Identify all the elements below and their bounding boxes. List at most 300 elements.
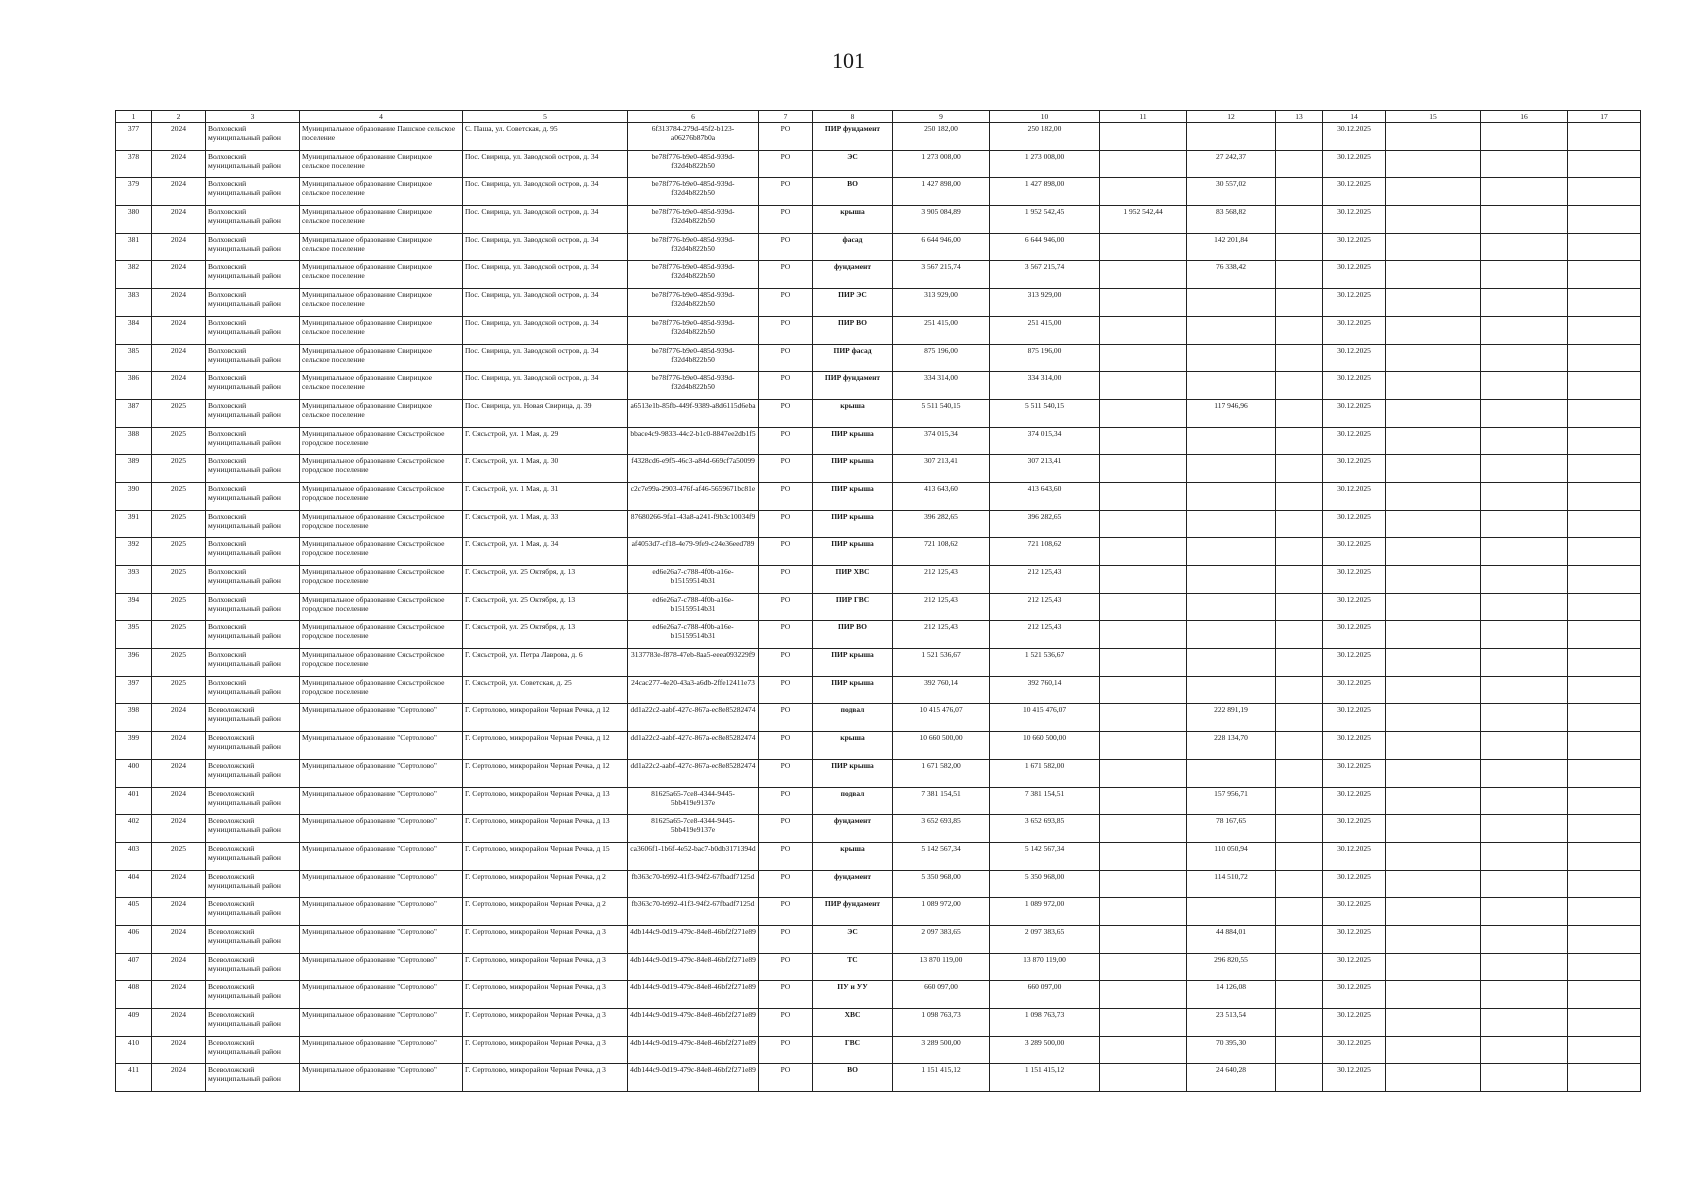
cell-cost-other xyxy=(1100,593,1187,621)
cell-col-13 xyxy=(1276,150,1323,178)
cell-deadline: 30.12.2025 xyxy=(1323,621,1386,649)
cell-cost-other xyxy=(1100,1036,1187,1064)
cell-district: Всеволожский муниципальный район xyxy=(206,787,300,815)
cell-municipality: Муниципальное образование Сясьстройское городское поселение xyxy=(300,593,463,621)
cell-municipality: Муниципальное образование "Сертолово" xyxy=(300,898,463,926)
cell-district: Волховский муниципальный район xyxy=(206,649,300,677)
cell-cost-sk xyxy=(1187,759,1276,787)
cell-total-cost: 5 142 567,34 xyxy=(893,842,990,870)
table-row xyxy=(116,981,1641,1009)
cell-col-17 xyxy=(1568,455,1641,483)
cell-col-17 xyxy=(1568,704,1641,732)
cell-deadline: 30.12.2025 xyxy=(1323,842,1386,870)
cell-col-17 xyxy=(1568,566,1641,594)
cell-col-16 xyxy=(1481,372,1568,400)
cell-type: РО xyxy=(759,178,813,206)
cell-cost-other xyxy=(1100,399,1187,427)
cell-cost-fund: 1 427 898,00 xyxy=(990,178,1100,206)
cell-year: 2024 xyxy=(152,344,206,372)
table-row xyxy=(116,925,1641,953)
cell-municipality: Муниципальное образование Сясьстройское городское поселение xyxy=(300,566,463,594)
cell-cost-sk: 70 395,30 xyxy=(1187,1036,1276,1064)
cell-district: Всеволожский муниципальный район xyxy=(206,1036,300,1064)
cell-total-cost: 1 089 972,00 xyxy=(893,898,990,926)
cell-row-number: 402 xyxy=(116,815,152,843)
cell-cost-other xyxy=(1100,621,1187,649)
cell-col-15 xyxy=(1386,1064,1481,1092)
cell-col-16 xyxy=(1481,815,1568,843)
cell-col-15 xyxy=(1386,289,1481,317)
cell-district: Всеволожский муниципальный район xyxy=(206,870,300,898)
cell-year: 2025 xyxy=(152,510,206,538)
cell-work-type: подвал xyxy=(813,787,893,815)
cell-district: Волховский муниципальный район xyxy=(206,123,300,151)
cell-col-15 xyxy=(1386,898,1481,926)
cell-col-15 xyxy=(1386,649,1481,677)
table-row xyxy=(116,316,1641,344)
cell-col-15 xyxy=(1386,316,1481,344)
cell-municipality: Муниципальное образование Сясьстройское городское поселение xyxy=(300,538,463,566)
cell-col-16 xyxy=(1481,482,1568,510)
cell-col-13 xyxy=(1276,566,1323,594)
column-header-3: 3 xyxy=(206,111,300,123)
cell-row-number: 387 xyxy=(116,399,152,427)
cell-row-number: 408 xyxy=(116,981,152,1009)
cell-address: Г. Сертолово, микрорайон Черная Речка, д 12 xyxy=(463,759,628,787)
cell-address: Г. Сертолово, микрорайон Черная Речка, д 3 xyxy=(463,1009,628,1037)
cell-col-15 xyxy=(1386,787,1481,815)
cell-cost-other xyxy=(1100,759,1187,787)
cell-col-17 xyxy=(1568,593,1641,621)
table-row xyxy=(116,953,1641,981)
cell-col-15 xyxy=(1386,676,1481,704)
column-header-13: 13 xyxy=(1276,111,1323,123)
cell-district: Всеволожский муниципальный район xyxy=(206,1009,300,1037)
table-row xyxy=(116,649,1641,677)
cell-address: С. Паша, ул. Советская, д. 95 xyxy=(463,123,628,151)
cell-cost-sk: 27 242,37 xyxy=(1187,150,1276,178)
cell-district: Волховский муниципальный район xyxy=(206,399,300,427)
cell-work-type: ПИР ВО xyxy=(813,621,893,649)
cell-col-17 xyxy=(1568,261,1641,289)
cell-col-15 xyxy=(1386,815,1481,843)
table-row xyxy=(116,898,1641,926)
cell-col-13 xyxy=(1276,538,1323,566)
cell-type: РО xyxy=(759,704,813,732)
cell-type: РО xyxy=(759,399,813,427)
cell-cost-sk: 117 946,96 xyxy=(1187,399,1276,427)
cell-deadline: 30.12.2025 xyxy=(1323,455,1386,483)
cell-cost-other xyxy=(1100,178,1187,206)
cell-deadline: 30.12.2025 xyxy=(1323,870,1386,898)
cell-year: 2024 xyxy=(152,953,206,981)
cell-work-type: ПИР крыша xyxy=(813,759,893,787)
cell-col-16 xyxy=(1481,1036,1568,1064)
cell-cost-sk: 157 956,71 xyxy=(1187,787,1276,815)
cell-col-13 xyxy=(1276,704,1323,732)
cell-deadline: 30.12.2025 xyxy=(1323,704,1386,732)
cell-row-number: 386 xyxy=(116,372,152,400)
cell-address: Г. Сертолово, микрорайон Черная Речка, д 3 xyxy=(463,1064,628,1092)
cell-district: Всеволожский муниципальный район xyxy=(206,925,300,953)
cell-col-17 xyxy=(1568,538,1641,566)
cell-district: Волховский муниципальный район xyxy=(206,261,300,289)
cell-col-17 xyxy=(1568,482,1641,510)
cell-cost-sk xyxy=(1187,123,1276,151)
cell-col-13 xyxy=(1276,842,1323,870)
cell-work-type: ПИР крыша xyxy=(813,538,893,566)
cell-year: 2025 xyxy=(152,842,206,870)
cell-cost-other xyxy=(1100,925,1187,953)
table-row xyxy=(116,233,1641,261)
cell-municipality: Муниципальное образование Сясьстройское городское поселение xyxy=(300,621,463,649)
cell-row-number: 377 xyxy=(116,123,152,151)
table-row xyxy=(116,704,1641,732)
cell-row-number: 384 xyxy=(116,316,152,344)
cell-col-17 xyxy=(1568,649,1641,677)
cell-col-15 xyxy=(1386,925,1481,953)
cell-total-cost: 1 273 008,00 xyxy=(893,150,990,178)
cell-cost-other xyxy=(1100,842,1187,870)
cell-cost-fund: 1 089 972,00 xyxy=(990,898,1100,926)
cell-district: Всеволожский муниципальный район xyxy=(206,842,300,870)
cell-cost-other xyxy=(1100,732,1187,760)
cell-address: Г. Сертолово, микрорайон Черная Речка, д 13 xyxy=(463,787,628,815)
cell-col-17 xyxy=(1568,898,1641,926)
cell-house-guid: a6513e1b-85fb-449f-9389-a8d6115d6eba xyxy=(628,399,759,427)
cell-type: РО xyxy=(759,316,813,344)
cell-col-15 xyxy=(1386,732,1481,760)
cell-address: Пос. Свирица, ул. Заводской остров, д. 34 xyxy=(463,178,628,206)
cell-cost-other xyxy=(1100,676,1187,704)
cell-house-guid: be78f776-b9e0-485d-939d-f32d4b822b50 xyxy=(628,316,759,344)
cell-year: 2025 xyxy=(152,427,206,455)
cell-deadline: 30.12.2025 xyxy=(1323,566,1386,594)
cell-col-17 xyxy=(1568,178,1641,206)
column-header-4: 4 xyxy=(300,111,463,123)
cell-municipality: Муниципальное образование Сясьстройское городское поселение xyxy=(300,455,463,483)
cell-house-guid: be78f776-b9e0-485d-939d-f32d4b822b50 xyxy=(628,178,759,206)
cell-house-guid: 4db144c9-0d19-479c-84e8-46bf2f271e89 xyxy=(628,1064,759,1092)
cell-house-guid: ed6e26a7-c788-4f0b-a16e-b15159514b31 xyxy=(628,593,759,621)
cell-col-15 xyxy=(1386,123,1481,151)
cell-municipality: Муниципальное образование "Сертолово" xyxy=(300,759,463,787)
table-row xyxy=(116,455,1641,483)
cell-row-number: 389 xyxy=(116,455,152,483)
cell-address: Пос. Свирица, ул. Заводской остров, д. 34 xyxy=(463,150,628,178)
cell-total-cost: 3 652 693,85 xyxy=(893,815,990,843)
cell-row-number: 406 xyxy=(116,925,152,953)
cell-total-cost: 1 427 898,00 xyxy=(893,178,990,206)
cell-address: Г. Сертолово, микрорайон Черная Речка, д 3 xyxy=(463,1036,628,1064)
cell-row-number: 400 xyxy=(116,759,152,787)
cell-deadline: 30.12.2025 xyxy=(1323,316,1386,344)
cell-type: РО xyxy=(759,344,813,372)
cell-col-16 xyxy=(1481,787,1568,815)
cell-district: Волховский муниципальный район xyxy=(206,482,300,510)
cell-municipality: Муниципальное образование Сясьстройское городское поселение xyxy=(300,482,463,510)
cell-cost-sk xyxy=(1187,482,1276,510)
table-row xyxy=(116,427,1641,455)
cell-col-15 xyxy=(1386,759,1481,787)
cell-col-16 xyxy=(1481,925,1568,953)
cell-cost-sk xyxy=(1187,566,1276,594)
cell-work-type: фасад xyxy=(813,233,893,261)
cell-col-16 xyxy=(1481,399,1568,427)
cell-col-15 xyxy=(1386,233,1481,261)
cell-cost-fund: 6 644 946,00 xyxy=(990,233,1100,261)
cell-work-type: крыша xyxy=(813,732,893,760)
cell-col-15 xyxy=(1386,206,1481,234)
cell-year: 2024 xyxy=(152,759,206,787)
cell-cost-sk xyxy=(1187,344,1276,372)
cell-year: 2025 xyxy=(152,676,206,704)
cell-col-13 xyxy=(1276,427,1323,455)
cell-col-13 xyxy=(1276,953,1323,981)
cell-cost-other xyxy=(1100,649,1187,677)
table-row xyxy=(116,372,1641,400)
cell-work-type: ПУ и УУ xyxy=(813,981,893,1009)
table-row xyxy=(116,123,1641,151)
cell-col-16 xyxy=(1481,981,1568,1009)
cell-col-16 xyxy=(1481,150,1568,178)
cell-total-cost: 334 314,00 xyxy=(893,372,990,400)
cell-type: РО xyxy=(759,482,813,510)
cell-municipality: Муниципальное образование Свирицкое сельское поселение xyxy=(300,344,463,372)
cell-total-cost: 6 644 946,00 xyxy=(893,233,990,261)
cell-row-number: 379 xyxy=(116,178,152,206)
cell-deadline: 30.12.2025 xyxy=(1323,925,1386,953)
cell-municipality: Муниципальное образование "Сертолово" xyxy=(300,787,463,815)
cell-deadline: 30.12.2025 xyxy=(1323,676,1386,704)
cell-address: Г. Сертолово, микрорайон Черная Речка, д 3 xyxy=(463,925,628,953)
cell-row-number: 399 xyxy=(116,732,152,760)
cell-type: РО xyxy=(759,759,813,787)
cell-cost-other xyxy=(1100,150,1187,178)
cell-col-16 xyxy=(1481,704,1568,732)
cell-col-16 xyxy=(1481,316,1568,344)
cell-year: 2024 xyxy=(152,261,206,289)
cell-row-number: 411 xyxy=(116,1064,152,1092)
cell-year: 2024 xyxy=(152,206,206,234)
cell-address: Пос. Свирица, ул. Заводской остров, д. 34 xyxy=(463,372,628,400)
cell-cost-fund: 374 015,34 xyxy=(990,427,1100,455)
cell-deadline: 30.12.2025 xyxy=(1323,787,1386,815)
cell-year: 2024 xyxy=(152,289,206,317)
cell-cost-other xyxy=(1100,510,1187,538)
cell-district: Волховский муниципальный район xyxy=(206,676,300,704)
cell-cost-sk: 14 126,08 xyxy=(1187,981,1276,1009)
cell-col-16 xyxy=(1481,289,1568,317)
cell-municipality: Муниципальное образование "Сертолово" xyxy=(300,925,463,953)
table-row xyxy=(116,399,1641,427)
cell-year: 2025 xyxy=(152,538,206,566)
cell-type: РО xyxy=(759,566,813,594)
cell-cost-sk xyxy=(1187,510,1276,538)
cell-cost-sk: 30 557,02 xyxy=(1187,178,1276,206)
cell-deadline: 30.12.2025 xyxy=(1323,510,1386,538)
cell-cost-sk xyxy=(1187,621,1276,649)
cell-cost-fund: 660 097,00 xyxy=(990,981,1100,1009)
cell-cost-fund: 5 142 567,34 xyxy=(990,842,1100,870)
cell-house-guid: 4db144c9-0d19-479c-84e8-46bf2f271e89 xyxy=(628,925,759,953)
cell-type: РО xyxy=(759,289,813,317)
cell-district: Волховский муниципальный район xyxy=(206,510,300,538)
cell-col-17 xyxy=(1568,759,1641,787)
cell-cost-other xyxy=(1100,455,1187,483)
cell-address: Г. Сясьстрой, ул. 25 Октября, д. 13 xyxy=(463,593,628,621)
cell-year: 2024 xyxy=(152,316,206,344)
cell-cost-sk: 83 568,82 xyxy=(1187,206,1276,234)
table-row xyxy=(116,178,1641,206)
cell-col-16 xyxy=(1481,510,1568,538)
cell-municipality: Муниципальное образование Свирицкое сельское поселение xyxy=(300,289,463,317)
cell-col-15 xyxy=(1386,455,1481,483)
registry-table xyxy=(115,110,1641,1092)
cell-row-number: 403 xyxy=(116,842,152,870)
cell-col-15 xyxy=(1386,399,1481,427)
cell-cost-other xyxy=(1100,898,1187,926)
cell-municipality: Муниципальное образование "Сертолово" xyxy=(300,870,463,898)
cell-cost-fund: 392 760,14 xyxy=(990,676,1100,704)
cell-cost-fund: 250 182,00 xyxy=(990,123,1100,151)
cell-cost-other xyxy=(1100,261,1187,289)
cell-col-17 xyxy=(1568,870,1641,898)
cell-work-type: крыша xyxy=(813,842,893,870)
cell-year: 2024 xyxy=(152,1064,206,1092)
cell-deadline: 30.12.2025 xyxy=(1323,344,1386,372)
cell-type: РО xyxy=(759,870,813,898)
table-row xyxy=(116,538,1641,566)
cell-col-15 xyxy=(1386,261,1481,289)
cell-cost-fund: 251 415,00 xyxy=(990,316,1100,344)
cell-municipality: Муниципальное образование "Сертолово" xyxy=(300,1064,463,1092)
cell-col-13 xyxy=(1276,455,1323,483)
cell-year: 2025 xyxy=(152,455,206,483)
cell-house-guid: be78f776-b9e0-485d-939d-f32d4b822b50 xyxy=(628,261,759,289)
cell-total-cost: 250 182,00 xyxy=(893,123,990,151)
cell-col-13 xyxy=(1276,1009,1323,1037)
cell-district: Всеволожский муниципальный район xyxy=(206,1064,300,1092)
cell-house-guid: be78f776-b9e0-485d-939d-f32d4b822b50 xyxy=(628,150,759,178)
cell-col-17 xyxy=(1568,372,1641,400)
cell-col-13 xyxy=(1276,621,1323,649)
cell-cost-sk: 44 884,01 xyxy=(1187,925,1276,953)
cell-row-number: 410 xyxy=(116,1036,152,1064)
table-row xyxy=(116,621,1641,649)
cell-house-guid: be78f776-b9e0-485d-939d-f32d4b822b50 xyxy=(628,233,759,261)
cell-year: 2025 xyxy=(152,399,206,427)
cell-deadline: 30.12.2025 xyxy=(1323,898,1386,926)
cell-total-cost: 1 671 582,00 xyxy=(893,759,990,787)
cell-col-15 xyxy=(1386,427,1481,455)
cell-col-15 xyxy=(1386,482,1481,510)
cell-row-number: 398 xyxy=(116,704,152,732)
cell-type: РО xyxy=(759,676,813,704)
cell-year: 2024 xyxy=(152,925,206,953)
column-header-9: 9 xyxy=(893,111,990,123)
cell-type: РО xyxy=(759,1009,813,1037)
table-row xyxy=(116,787,1641,815)
cell-deadline: 30.12.2025 xyxy=(1323,399,1386,427)
cell-cost-fund: 212 125,43 xyxy=(990,621,1100,649)
cell-col-13 xyxy=(1276,510,1323,538)
cell-municipality: Муниципальное образование "Сертолово" xyxy=(300,842,463,870)
cell-district: Всеволожский муниципальный район xyxy=(206,953,300,981)
cell-col-15 xyxy=(1386,842,1481,870)
cell-col-15 xyxy=(1386,981,1481,1009)
cell-work-type: ПИР крыша xyxy=(813,676,893,704)
cell-col-16 xyxy=(1481,1064,1568,1092)
column-header-17: 17 xyxy=(1568,111,1641,123)
cell-total-cost: 5 511 540,15 xyxy=(893,399,990,427)
cell-house-guid: 6f313784-279d-45f2-b123-a06276b87b0a xyxy=(628,123,759,151)
cell-cost-fund: 875 196,00 xyxy=(990,344,1100,372)
cell-deadline: 30.12.2025 xyxy=(1323,289,1386,317)
cell-municipality: Муниципальное образование Свирицкое сельское поселение xyxy=(300,178,463,206)
cell-col-13 xyxy=(1276,1036,1323,1064)
cell-house-guid: 4db144c9-0d19-479c-84e8-46bf2f271e89 xyxy=(628,1009,759,1037)
cell-cost-fund: 13 870 119,00 xyxy=(990,953,1100,981)
cell-col-15 xyxy=(1386,150,1481,178)
cell-cost-other xyxy=(1100,123,1187,151)
cell-cost-other xyxy=(1100,427,1187,455)
cell-cost-sk: 110 050,94 xyxy=(1187,842,1276,870)
cell-district: Волховский муниципальный район xyxy=(206,538,300,566)
cell-address: Пос. Свирица, ул. Заводской остров, д. 34 xyxy=(463,344,628,372)
cell-col-17 xyxy=(1568,1036,1641,1064)
cell-total-cost: 396 282,65 xyxy=(893,510,990,538)
cell-cost-other xyxy=(1100,787,1187,815)
cell-district: Всеволожский муниципальный район xyxy=(206,981,300,1009)
cell-deadline: 30.12.2025 xyxy=(1323,123,1386,151)
cell-type: РО xyxy=(759,538,813,566)
cell-col-13 xyxy=(1276,1064,1323,1092)
cell-year: 2025 xyxy=(152,593,206,621)
cell-col-16 xyxy=(1481,732,1568,760)
cell-cost-fund: 1 273 008,00 xyxy=(990,150,1100,178)
cell-address: Г. Сясьстрой, ул. 1 Мая, д. 29 xyxy=(463,427,628,455)
cell-house-guid: be78f776-b9e0-485d-939d-f32d4b822b50 xyxy=(628,206,759,234)
column-header-11: 11 xyxy=(1100,111,1187,123)
cell-work-type: ГВС xyxy=(813,1036,893,1064)
cell-col-17 xyxy=(1568,206,1641,234)
cell-deadline: 30.12.2025 xyxy=(1323,1036,1386,1064)
cell-row-number: 407 xyxy=(116,953,152,981)
cell-total-cost: 374 015,34 xyxy=(893,427,990,455)
cell-col-13 xyxy=(1276,482,1323,510)
cell-total-cost: 313 929,00 xyxy=(893,289,990,317)
cell-cost-fund: 7 381 154,51 xyxy=(990,787,1100,815)
cell-cost-other: 1 952 542,44 xyxy=(1100,206,1187,234)
cell-house-guid: be78f776-b9e0-485d-939d-f32d4b822b50 xyxy=(628,372,759,400)
table-row xyxy=(116,1036,1641,1064)
cell-cost-other xyxy=(1100,953,1187,981)
cell-row-number: 381 xyxy=(116,233,152,261)
cell-address: Пос. Свирица, ул. Новая Свирица, д. 39 xyxy=(463,399,628,427)
cell-address: Г. Сертолово, микрорайон Черная Речка, д 3 xyxy=(463,953,628,981)
cell-year: 2024 xyxy=(152,704,206,732)
cell-house-guid: af4053d7-cf18-4e79-9fe9-c24e36eed789 xyxy=(628,538,759,566)
cell-year: 2024 xyxy=(152,233,206,261)
cell-row-number: 385 xyxy=(116,344,152,372)
cell-municipality: Муниципальное образование "Сертолово" xyxy=(300,815,463,843)
column-header-16: 16 xyxy=(1481,111,1568,123)
cell-total-cost: 212 125,43 xyxy=(893,593,990,621)
table-row xyxy=(116,206,1641,234)
cell-col-16 xyxy=(1481,233,1568,261)
cell-year: 2024 xyxy=(152,123,206,151)
